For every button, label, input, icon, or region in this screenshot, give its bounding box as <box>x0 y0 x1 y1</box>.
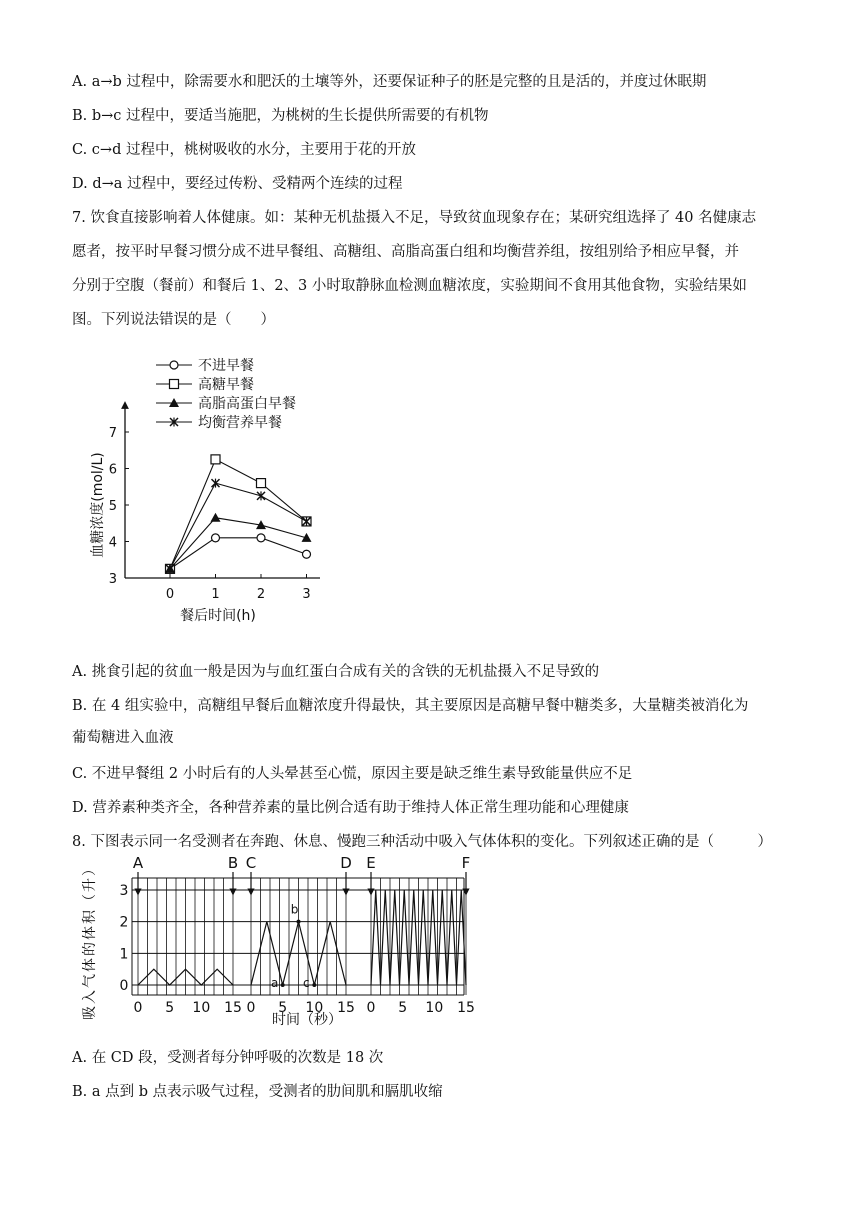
point-c <box>312 983 316 987</box>
series-line <box>170 538 307 569</box>
series-line <box>170 483 307 569</box>
x-axis-label: 时间（秒） <box>272 1012 342 1028</box>
data-point <box>212 534 220 542</box>
legend-label: 高脂高蛋白早餐 <box>198 396 296 412</box>
q8-option-a: A. 在 CD 段，受测者每分钟呼吸的次数是 18 次 <box>72 1050 384 1066</box>
data-point <box>257 491 265 500</box>
q7-stem-line-1: 7. 饮食直接影响着人体健康。如：某种无机盐摄入不足，导致贫血现象存在；某研究组选择了 40 名健康志 <box>72 210 757 226</box>
y-tick-label: 5 <box>108 499 117 514</box>
y-tick-label: 3 <box>119 883 129 899</box>
q7-option-a: A. 挑食引起的贫血一般是因为与血红蛋白合成有关的含铁的无机盐摄入不足导致的 <box>72 664 600 680</box>
legend-label: 不进早餐 <box>198 358 254 374</box>
x-tick-label: 5 <box>278 1000 288 1016</box>
data-point <box>211 513 221 522</box>
x-tick-label: 15 <box>337 1000 355 1016</box>
x-tick-label: 5 <box>398 1000 408 1016</box>
x-tick-label: 0 <box>366 1000 376 1016</box>
x-tick-label: 15 <box>224 1000 242 1016</box>
marker-label: A <box>132 854 144 872</box>
point-label-a: a <box>270 976 279 990</box>
q7-option-d: D. 营养素种类齐全，各种营养素的量比例合适有助于维持人体正常生理功能和心理健康 <box>72 800 629 816</box>
q7-stem-line-3: 分别于空腹（餐前）和餐后 1、2、3 小时取静脉血检测血糖浓度，实验期间不食用其他食物，实验结果如 <box>72 278 747 294</box>
q6-option-d: D. d→a 过程中，要经过传粉、受精两个连续的过程 <box>72 176 403 192</box>
legend-marker <box>170 361 178 369</box>
series-line <box>170 518 307 569</box>
legend-item-3 <box>156 414 282 431</box>
q6-option-b: B. b→c 过程中，要适当施肥，为桃树的生长提供所需要的有机物 <box>72 108 489 124</box>
y-tick-label: 6 <box>108 462 117 478</box>
data-point <box>303 550 311 558</box>
legend-label: 高糖早餐 <box>198 377 254 393</box>
y-tick-label: 7 <box>108 426 117 441</box>
x-tick-label: 3 <box>302 587 311 602</box>
legend-marker <box>170 380 179 389</box>
q7-stem-line-2: 愿者，按平时早餐习惯分成不进早餐组、高糖组、高脂高蛋白组和均衡营养组，按组别给予相应早餐，并 <box>72 244 739 260</box>
point-b <box>297 920 301 924</box>
data-point <box>257 479 266 488</box>
y-tick-label: 1 <box>119 946 129 963</box>
marker-label: B <box>227 854 239 872</box>
q7-stem-line-4: 图。下列说法错误的是（ ） <box>72 312 275 328</box>
legend-item-1 <box>156 376 254 393</box>
q7-option-b-cont: 葡萄糖进入血液 <box>72 730 174 746</box>
marker-label: C <box>245 854 257 872</box>
point-a <box>281 983 285 987</box>
y-axis-label: 血糖浓度(mol/L) <box>90 452 106 558</box>
point-label-c: c <box>303 976 310 990</box>
y-axis-label: 吸入气体的体积（升） <box>82 860 98 1020</box>
point-label-b: b <box>290 902 299 917</box>
q6-option-c: C. c→d 过程中，桃树吸收的水分，主要用于花的开放 <box>72 142 416 158</box>
y-tick-label: 3 <box>108 572 117 587</box>
marker-label: E <box>366 854 376 872</box>
x-tick-label: 10 <box>425 1000 444 1016</box>
x-axis-label: 餐后时间(h) <box>180 608 256 624</box>
series-2 <box>165 513 312 573</box>
x-tick-label: 15 <box>457 1000 475 1016</box>
legend-label: 均衡营养早餐 <box>198 415 282 431</box>
data-point <box>257 534 265 542</box>
q7-option-c: C. 不进早餐组 2 小时后有的人头晕甚至心慌，原因主要是缺乏维生素导致能量供应不足 <box>72 766 633 782</box>
marker-label: F <box>461 854 471 872</box>
x-tick-label: 5 <box>165 1000 175 1016</box>
x-tick-label: 10 <box>192 1000 211 1016</box>
x-tick-label: 0 <box>133 1000 143 1016</box>
data-point <box>211 455 220 464</box>
x-tick-label: 2 <box>256 587 266 602</box>
series-1 <box>166 455 312 574</box>
marker-label: D <box>340 854 352 872</box>
x-tick-label: 10 <box>305 1000 324 1016</box>
series-line <box>170 459 307 569</box>
q7-option-b: B. 在 4 组实验中，高糖组早餐后血糖浓度升得最快，其主要原因是高糖早餐中糖类多，大量糖类被消化为 <box>72 698 749 714</box>
q8-option-b: B. a 点到 b 点表示吸气过程，受测者的肋间肌和膈肌收缩 <box>72 1084 443 1100</box>
x-tick-label: 1 <box>211 587 220 602</box>
blood-glucose-chart <box>80 350 320 640</box>
y-tick-label: 2 <box>119 914 129 931</box>
y-tick-label: 4 <box>108 535 117 551</box>
legend-item-0 <box>156 357 254 374</box>
y-tick-label: 0 <box>119 978 129 994</box>
x-tick-label: 0 <box>165 587 175 602</box>
q6-option-a: A. a→b 过程中，除需要水和肥沃的土壤等外，还要保证种子的胚是完整的且是活的，并度过休眠期 <box>72 74 707 90</box>
q8-stem: 8. 下图表示同一名受测者在奔跑、休息、慢跑三种活动中吸入气体体积的变化。下列叙述正确的是（ ） <box>72 834 772 850</box>
legend-item-2 <box>156 395 296 412</box>
data-point <box>212 479 220 488</box>
breathing-volume-chart <box>80 852 480 1032</box>
x-tick-label: 0 <box>246 1000 256 1016</box>
series-0 <box>166 534 311 573</box>
